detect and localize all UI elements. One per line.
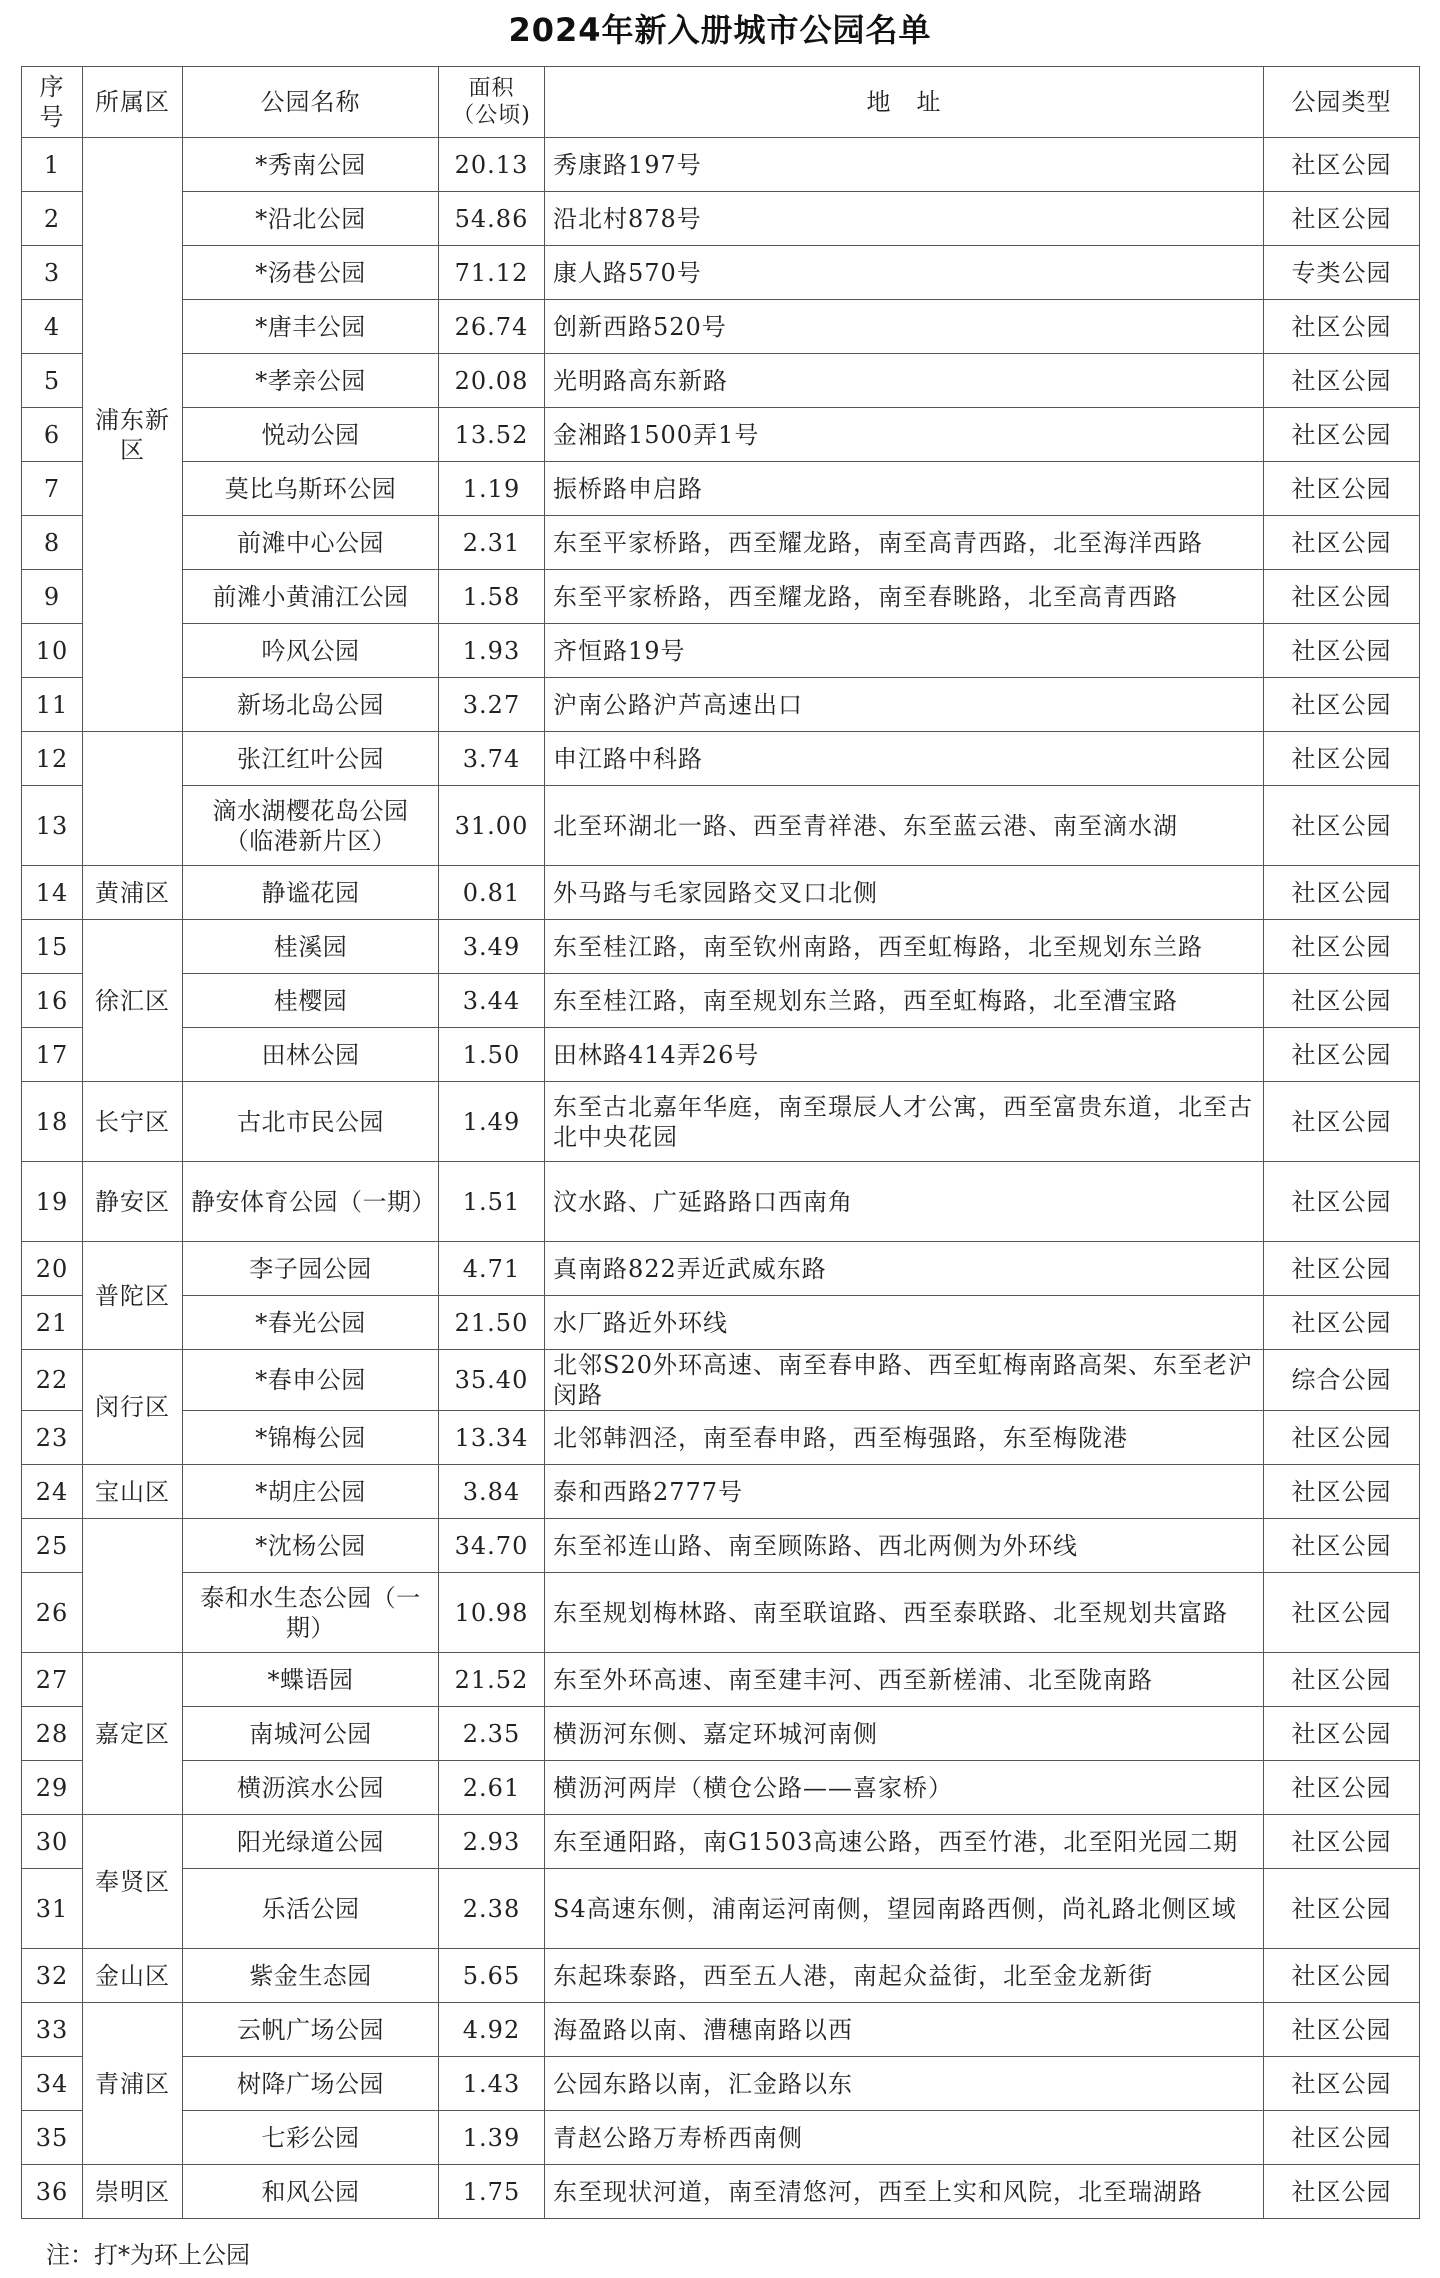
row-index: 15	[22, 920, 83, 974]
park-name: 莫比乌斯环公园	[183, 462, 439, 516]
park-area: 5.65	[439, 1949, 545, 2003]
park-area: 1.51	[439, 1162, 545, 1242]
park-type: 社区公园	[1264, 408, 1420, 462]
park-name: *孝亲公园	[183, 354, 439, 408]
park-area: 1.43	[439, 2057, 545, 2111]
park-type: 社区公园	[1264, 192, 1420, 246]
park-name: 前滩中心公园	[183, 516, 439, 570]
park-name: 桂樱园	[183, 974, 439, 1028]
row-index: 22	[22, 1350, 83, 1411]
park-area: 3.74	[439, 732, 545, 786]
park-address: 康人路570号	[545, 246, 1264, 300]
row-index: 29	[22, 1761, 83, 1815]
park-type: 社区公园	[1264, 2003, 1420, 2057]
park-area: 1.75	[439, 2165, 545, 2219]
park-name: 七彩公园	[183, 2111, 439, 2165]
row-index: 26	[22, 1573, 83, 1653]
row-index: 1	[22, 138, 83, 192]
table-row	[22, 1465, 1420, 1519]
park-area: 13.34	[439, 1411, 545, 1465]
park-address: 水厂路近外环线	[545, 1296, 1264, 1350]
row-index: 32	[22, 1949, 83, 2003]
row-index: 27	[22, 1653, 83, 1707]
header-area: 面积（公顷)	[439, 67, 545, 138]
header-row	[22, 67, 1420, 138]
table-row	[22, 2057, 1420, 2111]
district-cell: 闵行区	[83, 1350, 183, 1465]
park-address: 北邻韩泗泾，南至春申路，西至梅强路，东至梅陇港	[545, 1411, 1264, 1465]
park-name: 悦动公园	[183, 408, 439, 462]
park-name: *春光公园	[183, 1296, 439, 1350]
park-name: *蝶语园	[183, 1653, 439, 1707]
park-area: 1.58	[439, 570, 545, 624]
park-type: 社区公园	[1264, 516, 1420, 570]
park-type: 社区公园	[1264, 678, 1420, 732]
table-row	[22, 1162, 1420, 1242]
park-area: 54.86	[439, 192, 545, 246]
park-address: 汶水路、广延路路口西南角	[545, 1162, 1264, 1242]
park-area: 2.38	[439, 1869, 545, 1949]
park-name: *沈杨公园	[183, 1519, 439, 1573]
district-cell: 宝山区	[83, 1465, 183, 1519]
table-row	[22, 192, 1420, 246]
row-index: 7	[22, 462, 83, 516]
park-address: 东至现状河道，南至清悠河，西至上实和风院，北至瑞湖路	[545, 2165, 1264, 2219]
park-area: 0.81	[439, 866, 545, 920]
park-address: 东至桂江路，南至规划东兰路，西至虹梅路，北至漕宝路	[545, 974, 1264, 1028]
table-row	[22, 1411, 1420, 1465]
park-type: 社区公园	[1264, 1028, 1420, 1082]
park-name: *锦梅公园	[183, 1411, 439, 1465]
park-area: 2.31	[439, 516, 545, 570]
park-type: 社区公园	[1264, 138, 1420, 192]
district-cell: 长宁区	[83, 1082, 183, 1162]
row-index: 20	[22, 1242, 83, 1296]
park-type: 社区公园	[1264, 1707, 1420, 1761]
park-name: 云帆广场公园	[183, 2003, 439, 2057]
district-cell: 浦东新区	[83, 138, 183, 732]
table-row	[22, 1573, 1420, 1653]
header-name: 公园名称	[183, 67, 439, 138]
row-index: 12	[22, 732, 83, 786]
table-row	[22, 354, 1420, 408]
row-index: 31	[22, 1869, 83, 1949]
park-name: *春申公园	[183, 1350, 439, 1411]
park-address: 东至平家桥路，西至耀龙路，南至高青西路，北至海洋西路	[545, 516, 1264, 570]
table-row	[22, 1519, 1420, 1573]
park-table	[21, 66, 1420, 2219]
row-index: 17	[22, 1028, 83, 1082]
table-row	[22, 1653, 1420, 1707]
park-name: 新场北岛公园	[183, 678, 439, 732]
table-row	[22, 2111, 1420, 2165]
park-area: 2.93	[439, 1815, 545, 1869]
park-name: 南城河公园	[183, 1707, 439, 1761]
park-address: 齐恒路19号	[545, 624, 1264, 678]
park-address: 东至古北嘉年华庭，南至璟辰人才公寓，西至富贵东道，北至古北中央花园	[545, 1082, 1264, 1162]
district-cell: 徐汇区	[83, 920, 183, 1082]
district-cell	[83, 732, 183, 866]
park-name: *唐丰公园	[183, 300, 439, 354]
park-address: 东至平家桥路，西至耀龙路，南至春眺路，北至高青西路	[545, 570, 1264, 624]
district-cell: 奉贤区	[83, 1815, 183, 1949]
park-type: 社区公园	[1264, 1465, 1420, 1519]
row-index: 4	[22, 300, 83, 354]
park-type: 社区公园	[1264, 1082, 1420, 1162]
park-type: 社区公园	[1264, 1242, 1420, 1296]
park-address: 金湘路1500弄1号	[545, 408, 1264, 462]
table-row	[22, 300, 1420, 354]
district-cell: 金山区	[83, 1949, 183, 2003]
row-index: 36	[22, 2165, 83, 2219]
park-address: 申江路中科路	[545, 732, 1264, 786]
park-type: 综合公园	[1264, 1350, 1420, 1411]
park-type: 社区公园	[1264, 2165, 1420, 2219]
park-name: 紫金生态园	[183, 1949, 439, 2003]
park-area: 34.70	[439, 1519, 545, 1573]
park-type: 社区公园	[1264, 1296, 1420, 1350]
district-cell: 崇明区	[83, 2165, 183, 2219]
park-address: 北邻S20外环高速、南至春申路、西至虹梅南路高架、东至老沪闵路	[545, 1350, 1264, 1411]
district-cell: 普陀区	[83, 1242, 183, 1350]
table-row	[22, 2165, 1420, 2219]
park-address: 创新西路520号	[545, 300, 1264, 354]
park-type: 社区公园	[1264, 1761, 1420, 1815]
row-index: 5	[22, 354, 83, 408]
row-index: 10	[22, 624, 83, 678]
park-address: 田林路414弄26号	[545, 1028, 1264, 1082]
park-address: 东至外环高速、南至建丰河、西至新槎浦、北至陇南路	[545, 1653, 1264, 1707]
district-cell: 青浦区	[83, 2003, 183, 2165]
park-name: 泰和水生态公园（一期）	[183, 1573, 439, 1653]
park-area: 31.00	[439, 786, 545, 866]
park-type: 社区公园	[1264, 1573, 1420, 1653]
park-type: 社区公园	[1264, 300, 1420, 354]
table-row	[22, 408, 1420, 462]
table-row	[22, 1707, 1420, 1761]
park-type: 社区公园	[1264, 570, 1420, 624]
park-address: 横沥河两岸（横仓公路——喜家桥）	[545, 1761, 1264, 1815]
header-district: 所属区	[83, 67, 183, 138]
table-row	[22, 1815, 1420, 1869]
park-name: 静谧花园	[183, 866, 439, 920]
park-address: 外马路与毛家园路交叉口北侧	[545, 866, 1264, 920]
park-area: 3.49	[439, 920, 545, 974]
park-name: 张江红叶公园	[183, 732, 439, 786]
park-name: 树降广场公园	[183, 2057, 439, 2111]
park-name: 吟风公园	[183, 624, 439, 678]
row-index: 2	[22, 192, 83, 246]
page-title: 2024年新入册城市公园名单	[508, 11, 932, 49]
park-type: 社区公园	[1264, 1815, 1420, 1869]
park-address: 秀康路197号	[545, 138, 1264, 192]
park-area: 2.35	[439, 1707, 545, 1761]
park-name: *汤巷公园	[183, 246, 439, 300]
table-row	[22, 1350, 1420, 1411]
row-index: 23	[22, 1411, 83, 1465]
row-index: 25	[22, 1519, 83, 1573]
park-address: 真南路822弄近武威东路	[545, 1242, 1264, 1296]
district-cell: 嘉定区	[83, 1653, 183, 1815]
park-type: 社区公园	[1264, 1519, 1420, 1573]
park-type: 社区公园	[1264, 2111, 1420, 2165]
row-index: 21	[22, 1296, 83, 1350]
park-area: 21.52	[439, 1653, 545, 1707]
table-row	[22, 1869, 1420, 1949]
park-area: 13.52	[439, 408, 545, 462]
table-row	[22, 920, 1420, 974]
park-address: 青赵公路万寿桥西南侧	[545, 2111, 1264, 2165]
park-name: 乐活公园	[183, 1869, 439, 1949]
park-name: 李子园公园	[183, 1242, 439, 1296]
table-row	[22, 516, 1420, 570]
park-type: 社区公园	[1264, 1949, 1420, 2003]
park-area: 71.12	[439, 246, 545, 300]
park-name: 滴水湖樱花岛公园（临港新片区）	[183, 786, 439, 866]
row-index: 8	[22, 516, 83, 570]
park-name: *秀南公园	[183, 138, 439, 192]
park-area: 21.50	[439, 1296, 545, 1350]
table-row	[22, 974, 1420, 1028]
park-name: 古北市民公园	[183, 1082, 439, 1162]
table-row	[22, 1082, 1420, 1162]
park-address: 北至环湖北一路、西至青祥港、东至蓝云港、南至滴水湖	[545, 786, 1264, 866]
park-name: 横沥滨水公园	[183, 1761, 439, 1815]
park-area: 3.84	[439, 1465, 545, 1519]
park-name: 桂溪园	[183, 920, 439, 974]
table-row	[22, 2003, 1420, 2057]
table-row	[22, 624, 1420, 678]
table-body	[22, 138, 1420, 2219]
park-name: 静安体育公园（一期）	[183, 1162, 439, 1242]
park-type: 社区公园	[1264, 1162, 1420, 1242]
table-row	[22, 866, 1420, 920]
park-name: 和风公园	[183, 2165, 439, 2219]
park-area: 3.27	[439, 678, 545, 732]
header-address: 地 址	[545, 67, 1264, 138]
park-type: 社区公园	[1264, 974, 1420, 1028]
park-area: 20.13	[439, 138, 545, 192]
row-index: 19	[22, 1162, 83, 1242]
park-name: 田林公园	[183, 1028, 439, 1082]
table-row	[22, 570, 1420, 624]
park-type: 社区公园	[1264, 624, 1420, 678]
park-address: 沪南公路沪芦高速出口	[545, 678, 1264, 732]
park-type: 专类公园	[1264, 246, 1420, 300]
row-index: 28	[22, 1707, 83, 1761]
park-type: 社区公园	[1264, 732, 1420, 786]
row-index: 24	[22, 1465, 83, 1519]
table-row	[22, 1949, 1420, 2003]
table-row	[22, 246, 1420, 300]
row-index: 14	[22, 866, 83, 920]
park-area: 1.49	[439, 1082, 545, 1162]
row-index: 16	[22, 974, 83, 1028]
district-cell	[83, 1519, 183, 1653]
park-area: 1.39	[439, 2111, 545, 2165]
park-name: *胡庄公园	[183, 1465, 439, 1519]
park-address: 海盈路以南、漕穗南路以西	[545, 2003, 1264, 2057]
park-address: 沿北村878号	[545, 192, 1264, 246]
park-type: 社区公园	[1264, 920, 1420, 974]
row-index: 6	[22, 408, 83, 462]
park-area: 4.71	[439, 1242, 545, 1296]
park-type: 社区公园	[1264, 354, 1420, 408]
district-cell: 静安区	[83, 1162, 183, 1242]
park-address: 东起珠泰路，西至五人港，南起众益街，北至金龙新街	[545, 1949, 1264, 2003]
park-address: 振桥路申启路	[545, 462, 1264, 516]
park-address: S4高速东侧，浦南运河南侧，望园南路西侧，尚礼路北侧区域	[545, 1869, 1264, 1949]
park-address: 东至通阳路，南G1503高速公路，西至竹港，北至阳光园二期	[545, 1815, 1264, 1869]
park-area: 10.98	[439, 1573, 545, 1653]
park-type: 社区公园	[1264, 1411, 1420, 1465]
park-type: 社区公园	[1264, 786, 1420, 866]
table-row	[22, 138, 1420, 192]
park-name: 阳光绿道公园	[183, 1815, 439, 1869]
table-row	[22, 1296, 1420, 1350]
park-address: 东至祁连山路、南至顾陈路、西北两侧为外环线	[545, 1519, 1264, 1573]
park-area: 1.50	[439, 1028, 545, 1082]
park-address: 公园东路以南，汇金路以东	[545, 2057, 1264, 2111]
table-row	[22, 678, 1420, 732]
park-name: *沿北公园	[183, 192, 439, 246]
park-address: 光明路高东新路	[545, 354, 1264, 408]
row-index: 9	[22, 570, 83, 624]
row-index: 35	[22, 2111, 83, 2165]
header-type: 公园类型	[1264, 67, 1420, 138]
park-address: 横沥河东侧、嘉定环城河南侧	[545, 1707, 1264, 1761]
park-area: 2.61	[439, 1761, 545, 1815]
park-address: 东至规划梅林路、南至联谊路、西至泰联路、北至规划共富路	[545, 1573, 1264, 1653]
table-row	[22, 1028, 1420, 1082]
row-index: 34	[22, 2057, 83, 2111]
header-index: 序号	[22, 67, 83, 138]
table-row	[22, 1242, 1420, 1296]
park-area: 20.08	[439, 354, 545, 408]
park-type: 社区公园	[1264, 866, 1420, 920]
table-row	[22, 1761, 1420, 1815]
table-row	[22, 462, 1420, 516]
footnote: 注：打*为环上公园	[46, 2241, 250, 2269]
park-name: 前滩小黄浦江公园	[183, 570, 439, 624]
row-index: 18	[22, 1082, 83, 1162]
park-area: 35.40	[439, 1350, 545, 1411]
row-index: 33	[22, 2003, 83, 2057]
row-index: 13	[22, 786, 83, 866]
row-index: 30	[22, 1815, 83, 1869]
table-row	[22, 786, 1420, 866]
table-row	[22, 732, 1420, 786]
park-type: 社区公园	[1264, 1869, 1420, 1949]
park-area: 4.92	[439, 2003, 545, 2057]
row-index: 3	[22, 246, 83, 300]
park-type: 社区公园	[1264, 2057, 1420, 2111]
park-area: 1.93	[439, 624, 545, 678]
park-area: 1.19	[439, 462, 545, 516]
park-address: 泰和西路2777号	[545, 1465, 1264, 1519]
park-area: 26.74	[439, 300, 545, 354]
district-cell: 黄浦区	[83, 866, 183, 920]
park-area: 3.44	[439, 974, 545, 1028]
park-type: 社区公园	[1264, 462, 1420, 516]
row-index: 11	[22, 678, 83, 732]
park-address: 东至桂江路，南至钦州南路，西至虹梅路，北至规划东兰路	[545, 920, 1264, 974]
park-type: 社区公园	[1264, 1653, 1420, 1707]
